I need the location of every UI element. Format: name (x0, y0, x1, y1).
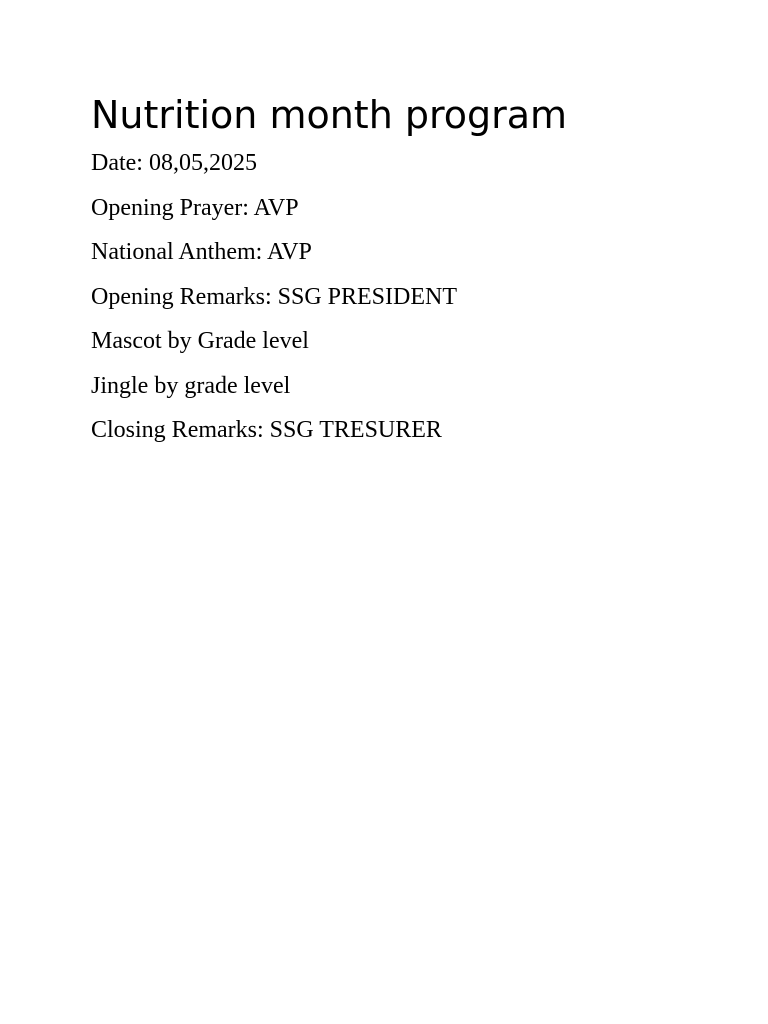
program-opening-remarks: Opening Remarks: SSG PRESIDENT (91, 283, 457, 310)
program-mascot: Mascot by Grade level (91, 328, 309, 354)
program-list (91, 150, 768, 444)
program-jingle: Jingle by grade level (91, 372, 291, 399)
program-opening-prayer: Opening Prayer: AVP (91, 194, 299, 221)
document-title: Nutrition month program (91, 93, 568, 137)
program-national-anthem: National Anthem: AVP (91, 239, 312, 265)
program-date: Date: 08,05,2025 (91, 150, 257, 176)
program-closing-remarks: Closing Remarks: SSG TRESURER (91, 417, 442, 443)
